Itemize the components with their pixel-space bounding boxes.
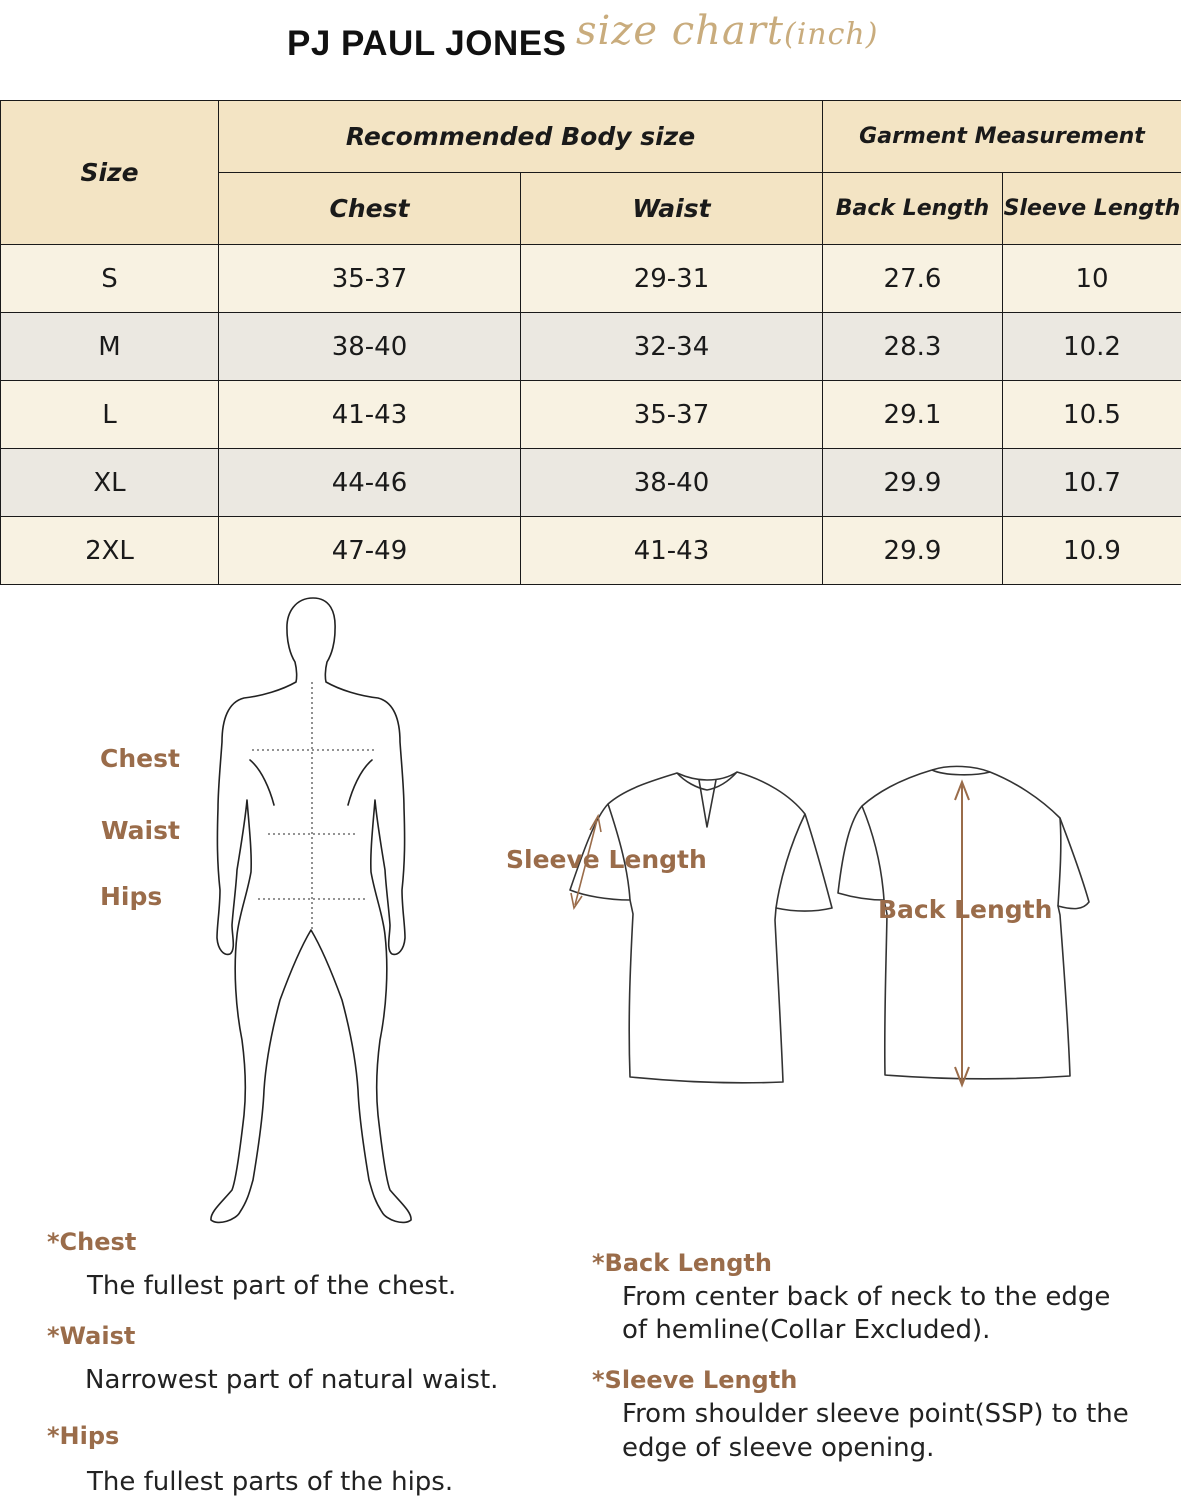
size-cell: M (1, 313, 219, 381)
note-back-text-1: From center back of neck to the edge (622, 1282, 1111, 1312)
body-figure (211, 598, 411, 1222)
note-hips-text: The fullest parts of the hips. (87, 1467, 454, 1497)
sleeve-length-label: Sleeve Length (506, 845, 707, 874)
size-cell: S (1, 245, 219, 313)
note-back-text-2: of hemline(Collar Excluded). (622, 1315, 991, 1345)
back-length-cell: 29.9 (823, 517, 1003, 585)
brand-name: PJ PAUL JONES (287, 24, 567, 63)
waist-cell: 29-31 (521, 245, 823, 313)
table-row (1, 245, 1181, 313)
col-sleeve-length: Sleeve Length (1003, 173, 1181, 245)
chest-label: Chest (100, 744, 180, 773)
waist-cell: 32-34 (521, 313, 823, 381)
size-header: Size (1, 101, 219, 245)
back-length-cell: 27.6 (823, 245, 1003, 313)
note-waist-title: *Waist (47, 1322, 136, 1350)
note-hips-title: *Hips (47, 1422, 120, 1450)
sleeve-length-cell: 10.2 (1003, 313, 1181, 381)
col-back-length: Back Length (823, 173, 1003, 245)
sleeve-length-cell: 10.9 (1003, 517, 1181, 585)
back-length-cell: 29.9 (823, 449, 1003, 517)
hips-label: Hips (100, 882, 163, 911)
waist-cell: 38-40 (521, 449, 823, 517)
body-guides (252, 682, 374, 930)
note-sleeve-text-1: From shoulder sleeve point(SSP) to the (622, 1399, 1129, 1429)
size-table (0, 100, 1181, 585)
col-chest: Chest (219, 173, 521, 245)
measurement-figures (0, 590, 1181, 1230)
table-row (1, 449, 1181, 517)
table-row (1, 517, 1181, 585)
body-size-group-header: Recommended Body size (219, 101, 823, 173)
size-chart-title (576, 8, 878, 54)
waist-label: Waist (101, 816, 180, 845)
back-length-cell: 28.3 (823, 313, 1003, 381)
size-cell: 2XL (1, 517, 219, 585)
note-sleeve-text-2: edge of sleeve opening. (622, 1433, 935, 1463)
note-sleeve-title: *Sleeve Length (592, 1366, 798, 1394)
col-waist: Waist (521, 173, 823, 245)
table-row (1, 381, 1181, 449)
waist-cell: 41-43 (521, 517, 823, 585)
chest-cell: 47-49 (219, 517, 521, 585)
note-back-title: *Back Length (592, 1249, 772, 1277)
sleeve-length-cell: 10.7 (1003, 449, 1181, 517)
waist-cell: 35-37 (521, 381, 823, 449)
size-chart-script: size chart (576, 8, 784, 54)
chest-cell: 44-46 (219, 449, 521, 517)
garment-group-header: Garment Measurement (823, 101, 1181, 173)
unit-label: (inch) (784, 17, 879, 52)
chest-cell: 35-37 (219, 245, 521, 313)
chest-cell: 41-43 (219, 381, 521, 449)
size-cell: L (1, 381, 219, 449)
note-waist-text: Narrowest part of natural waist. (85, 1365, 499, 1395)
size-cell: XL (1, 449, 219, 517)
note-chest-text: The fullest part of the chest. (87, 1271, 457, 1301)
table-row (1, 313, 1181, 381)
chest-cell: 38-40 (219, 313, 521, 381)
chart-header (0, 0, 1181, 95)
sleeve-length-cell: 10.5 (1003, 381, 1181, 449)
shirt-front (570, 772, 832, 1083)
note-chest-title: *Chest (47, 1228, 137, 1256)
back-length-label: Back Length (878, 895, 1053, 924)
back-length-cell: 29.1 (823, 381, 1003, 449)
sleeve-length-cell: 10 (1003, 245, 1181, 313)
